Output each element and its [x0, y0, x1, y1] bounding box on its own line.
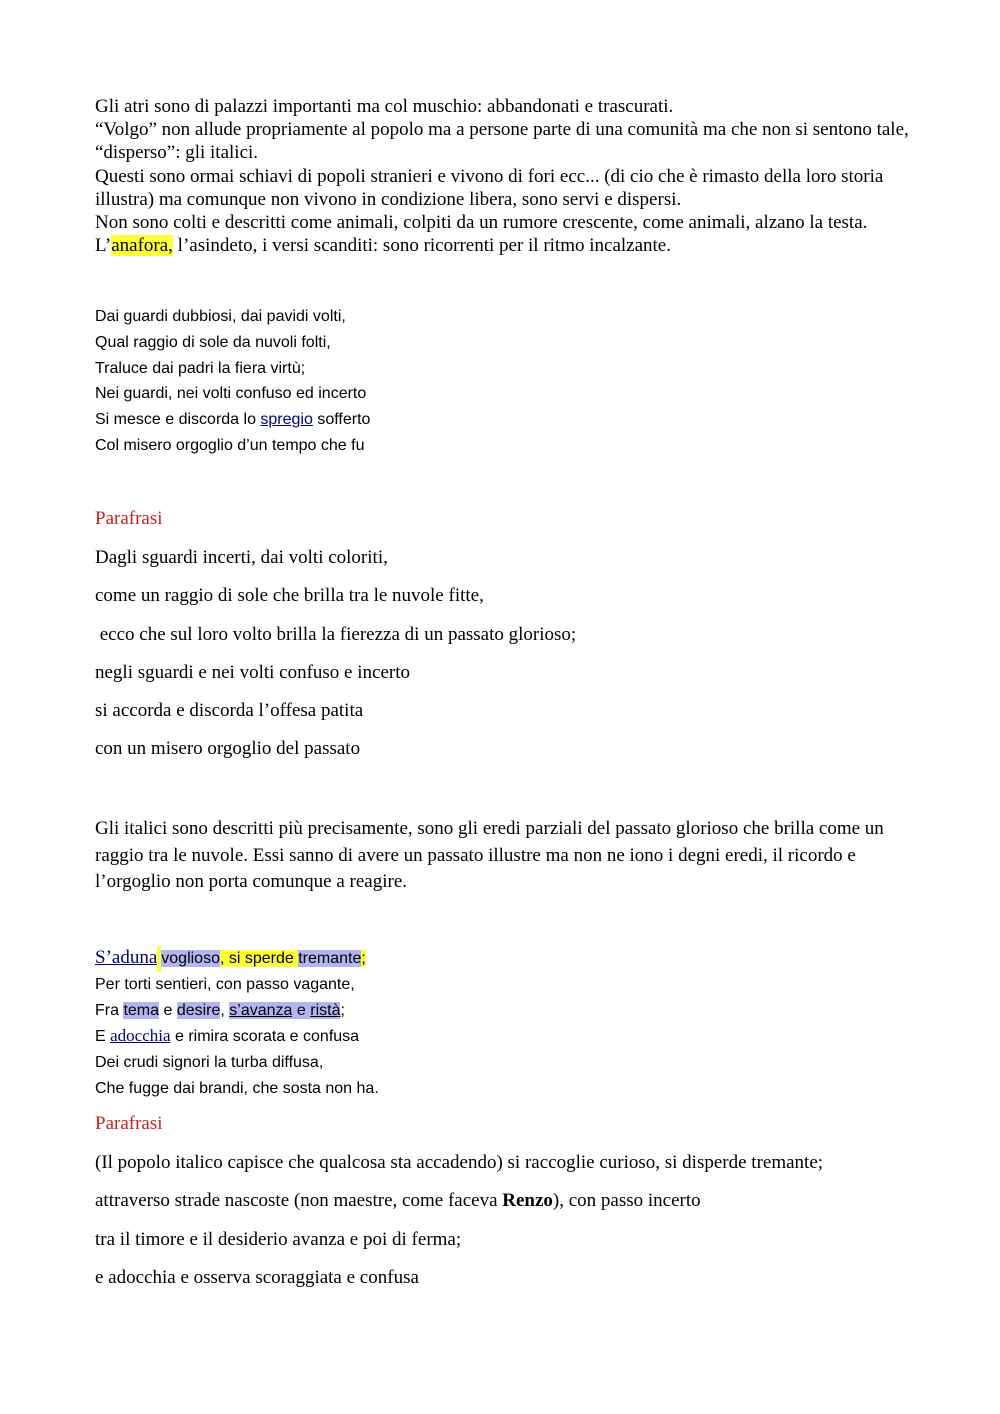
intro-line: “Volgo” non allude propriamente al popolo ma a persone parte di una comunità ma che non si sentono tale, “disperso”: gli italici.	[95, 119, 909, 164]
parafrasi-line	[95, 1182, 823, 1220]
intro-text: L’	[95, 235, 112, 257]
parafrasi-line: con un misero orgoglio del passato	[95, 738, 361, 760]
parafrasi-line: Dagli sguardi incerti, dai volti coloriti,	[95, 547, 388, 568]
highlighted-word: anafora,	[111, 235, 173, 257]
poem-text: e rimira scorata e confusa	[170, 1028, 360, 1046]
parafrasi-line: negli sguardi e nei volti confuso e incerto	[95, 661, 410, 683]
poem-line: Col misero orgoglio d’un tempo che fu	[95, 436, 365, 454]
intro-line: Non sono colti e descritti come animali, colpiti da un rumore crescente, come animali, alzano la testa.	[95, 212, 868, 234]
glossary-link-rista[interactable]: ristà	[310, 1001, 341, 1019]
highlighted-word: tema	[123, 1001, 160, 1019]
highlighted-word: desire	[176, 1001, 221, 1019]
commentary-paragraph	[95, 816, 910, 896]
highlighted-text: e	[292, 1001, 311, 1019]
highlighted-word: voglioso	[161, 950, 220, 967]
poem-text: ;	[340, 1001, 345, 1019]
highlighted-text: ;	[361, 950, 366, 967]
parafrasi-line: e adocchia e osserva scoraggiata e confusa	[95, 1266, 419, 1288]
poem-line	[95, 1023, 379, 1050]
glossary-link-spregio[interactable]: spregio	[260, 411, 313, 429]
poem-line: Nei guardi, nei volti confuso ed incerto	[95, 385, 367, 403]
bold-name: Renzo	[502, 1190, 553, 1212]
highlighted-text: , si sperde	[219, 950, 299, 967]
poem-line: Per torti sentieri, con passo vagante,	[95, 975, 355, 993]
poem-line: Qual raggio di sole da nuvoli folti,	[95, 333, 331, 351]
parafrasi-text: attraverso strade nascoste (non maestre, come faceva	[95, 1190, 503, 1212]
poem-text: Fra	[95, 1001, 124, 1019]
poem-line	[95, 407, 370, 433]
poem-line	[95, 945, 379, 972]
poem-stanza-2	[95, 945, 379, 1102]
poem-stanza-1	[95, 304, 370, 459]
glossary-link-savanza[interactable]: s’avanza	[229, 1001, 293, 1019]
poem-line	[95, 998, 379, 1024]
intro-line: Questi sono ormai schiavi di popoli stranieri e vivono di fori ecc... (di cio che è rimasto della loro storia illustra) ma comunque non vivono in condizione libera, sono servi e dispersi.	[95, 165, 884, 210]
glossary-link-saduna[interactable]: S’aduna	[95, 947, 158, 968]
poem-text: e	[159, 1001, 177, 1019]
poem-text: ,	[220, 1001, 230, 1019]
intro-line: Gli atri sono di palazzi importanti ma col muschio: abbandonati e trascurati.	[95, 96, 674, 117]
intro-line	[95, 234, 910, 257]
poem-text: sofferto	[312, 411, 371, 429]
glossary-link-adocchia[interactable]: adocchia	[110, 1026, 171, 1046]
parafrasi-text: ), con passo incerto	[552, 1190, 701, 1212]
poem-line: Traluce dai padri la fiera virtù;	[95, 359, 306, 377]
parafrasi-line: come un raggio di sole che brilla tra le nuvole fitte,	[95, 585, 484, 607]
parafrasi-line: si accorda e discorda l’offesa patita	[95, 700, 364, 722]
parafrasi-line: (Il popolo italico capisce che qualcosa sta accadendo) si raccoglie curioso, si disperde tremante;	[95, 1152, 824, 1173]
intro-section	[95, 95, 910, 257]
intro-text: l’asindeto, i versi scanditi: sono ricorrenti per il ritmo incalzante.	[172, 235, 671, 257]
poem-line: Dai guardi dubbiosi, dai pavidi volti,	[95, 308, 346, 325]
parafrasi-1	[95, 539, 576, 769]
poem-line: Che fugge dai brandi, che sosta non ha.	[95, 1079, 379, 1097]
poem-text: E	[95, 1028, 111, 1046]
poem-text: Si mesce e discorda lo	[95, 411, 261, 429]
parafrasi-line: ecco che sul loro volto brilla la fierezza di un passato glorioso;	[95, 623, 577, 645]
poem-line: Dei crudi signori la turba diffusa,	[95, 1054, 324, 1072]
highlighted-word: tremante	[298, 950, 362, 967]
commentary-text: Gli italici sono descritti più precisamente, sono gli eredi parziali del passato glorioso che brilla come un raggio tra le nuvole. Essi sanno di avere un passato illustre ma non ne iono i degni eredi, il ricordo e l’orgoglio non porta comunque a reagire.	[95, 818, 884, 892]
parafrasi-line: tra il timore e il desiderio avanza e poi di ferma;	[95, 1228, 462, 1250]
parafrasi-2	[95, 1144, 823, 1297]
section-heading-parafrasi: Parafrasi	[95, 508, 163, 529]
section-heading-parafrasi-2: Parafrasi	[95, 1113, 163, 1134]
